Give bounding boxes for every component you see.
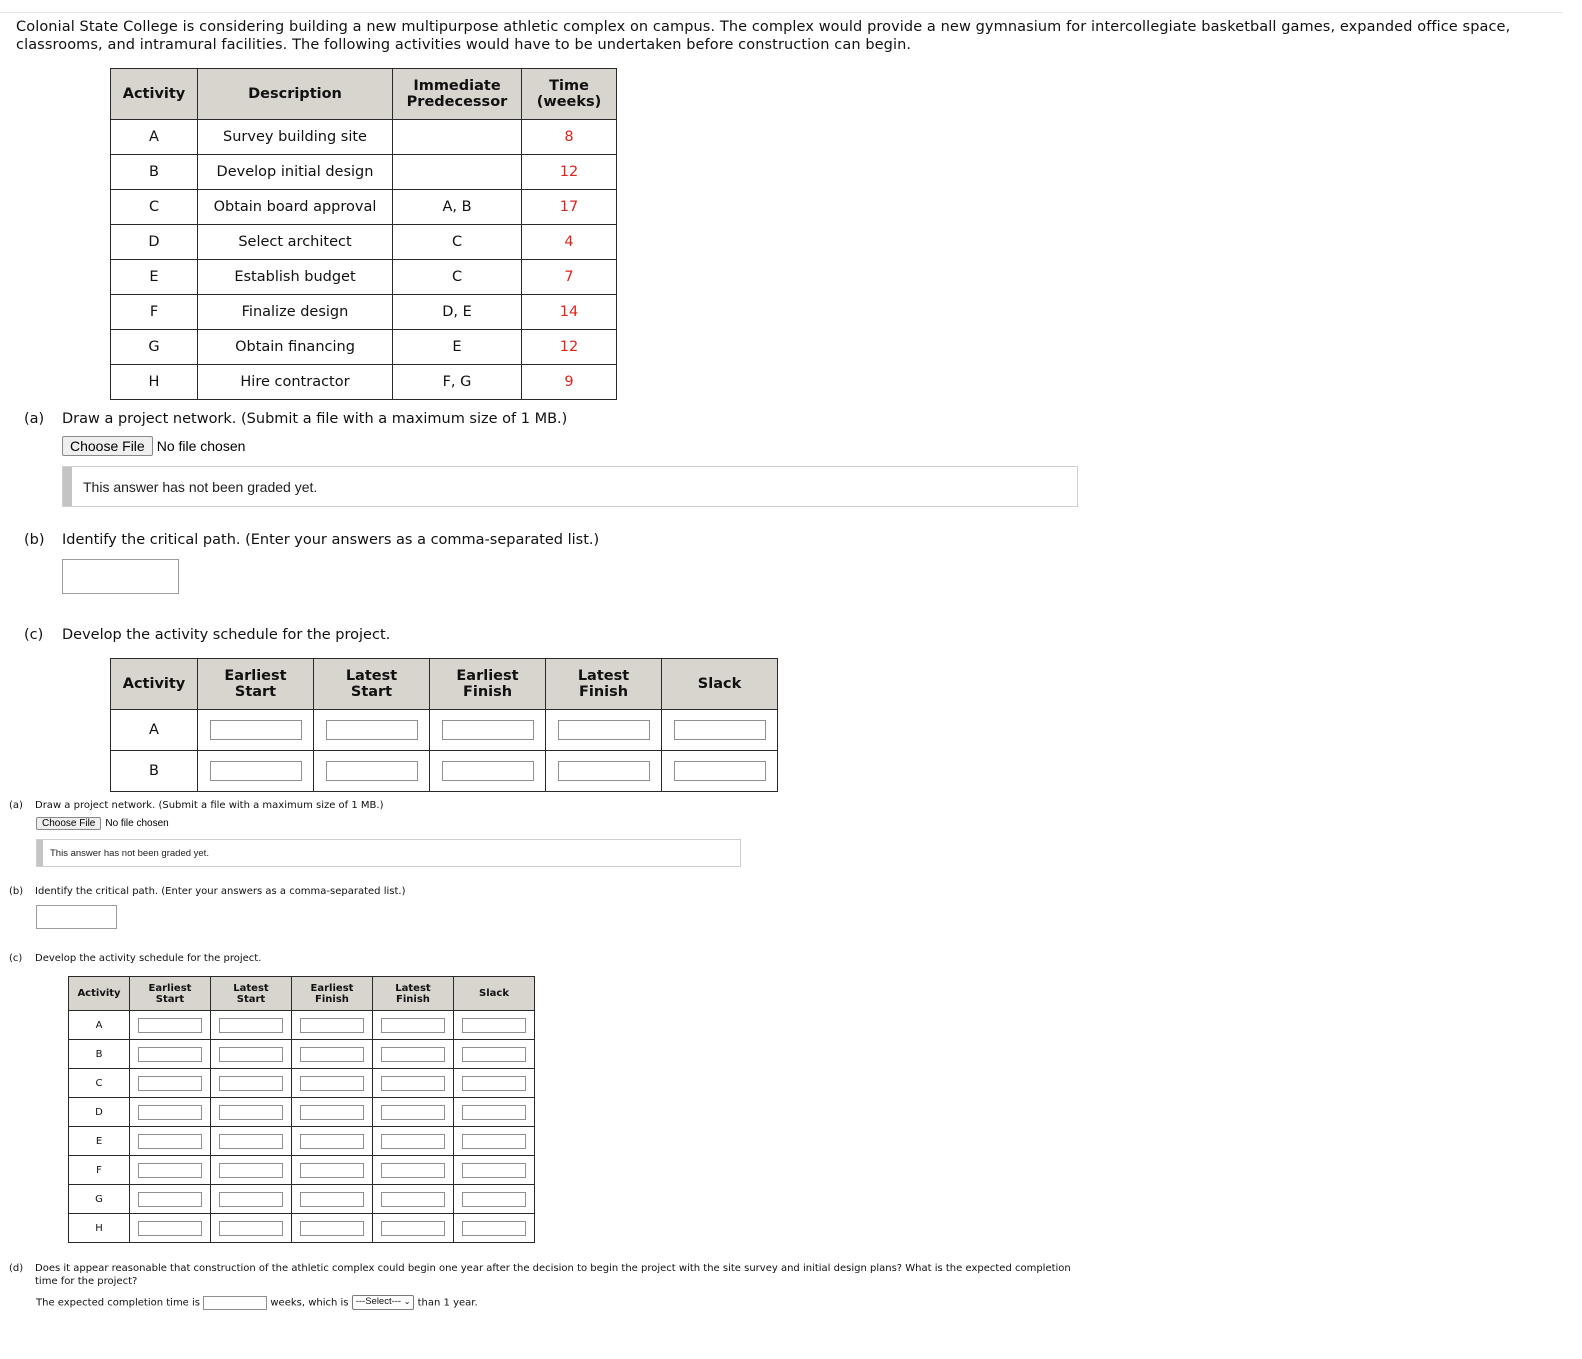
header-slack: Slack (662, 659, 778, 710)
part-c-text-small: Develop the activity schedule for the project. (35, 953, 262, 964)
schedule-cell-earliest-start (130, 1127, 211, 1156)
activity-cell: B (111, 155, 198, 190)
latest-finish-input[interactable] (381, 1047, 445, 1062)
schedule-cell-latest-start (211, 1011, 292, 1040)
slack-input[interactable] (462, 1163, 526, 1178)
schedule-row (69, 1185, 535, 1214)
latest-finish-input[interactable] (381, 1076, 445, 1091)
latest-start-input[interactable] (219, 1221, 283, 1236)
earliest-finish-input[interactable] (300, 1192, 364, 1207)
problem-intro: Colonial State College is considering building a new multipurpose athletic complex on campus. The complex would provide a new gymnasium for intercollegiate basketball games, expanded office space, classrooms, and intramural facilities. The following activities would have to be undertaken before construction can begin. (16, 19, 1511, 53)
part-a-file-picker-small (36, 817, 169, 830)
earliest-start-input[interactable] (138, 1047, 202, 1062)
latest-finish-input[interactable] (381, 1134, 445, 1149)
schedule-cell-slack (454, 1040, 535, 1069)
earliest-start-input[interactable] (138, 1163, 202, 1178)
description-cell: Finalize design (198, 295, 393, 330)
description-cell: Hire contractor (198, 365, 393, 400)
latest-finish-input[interactable] (381, 1192, 445, 1207)
slack-input[interactable] (462, 1105, 526, 1120)
earliest-finish-input[interactable] (300, 1018, 364, 1033)
no-file-text: No file chosen (156, 438, 246, 454)
schedule-cell-latest-finish (373, 1011, 454, 1040)
graded-notice-bar (63, 467, 72, 506)
time-cell: 9 (522, 365, 617, 400)
slack-input[interactable] (462, 1076, 526, 1091)
choose-file-button[interactable]: Choose File (62, 436, 153, 456)
schedule-cell-earliest-start (198, 751, 314, 792)
part-a-text: Draw a project network. (Submit a file with a maximum size of 1 MB.) (62, 411, 568, 427)
schedule-cell-earliest-finish (292, 1098, 373, 1127)
comparison-select-value: ---Select--- (355, 1296, 402, 1307)
completion-time-input[interactable] (203, 1296, 267, 1310)
part-c-question (24, 627, 390, 643)
activity-row (111, 225, 617, 260)
schedule-cell-earliest-start (130, 1214, 211, 1243)
activities-table (110, 68, 617, 400)
time-cell: 8 (522, 120, 617, 155)
predecessor-cell: A, B (393, 190, 522, 225)
earliest-finish-input[interactable] (300, 1134, 364, 1149)
latest-start-input[interactable] (219, 1105, 283, 1120)
schedule-cell-slack (454, 1069, 535, 1098)
schedule-activity-cell: G (69, 1185, 130, 1214)
schedule-cell-slack (662, 710, 778, 751)
schedule-cell-slack (454, 1156, 535, 1185)
schedule-cell-earliest-finish (292, 1156, 373, 1185)
schedule-cell-earliest-finish (292, 1127, 373, 1156)
schedule-cell-slack (454, 1011, 535, 1040)
graded-notice-small (36, 839, 741, 867)
predecessor-cell: C (393, 260, 522, 295)
part-b-question (24, 532, 599, 548)
critical-path-input-small[interactable] (36, 905, 117, 929)
latest-finish-input[interactable] (558, 720, 650, 740)
latest-start-input[interactable] (326, 720, 418, 740)
schedule-cell-earliest-finish (292, 1185, 373, 1214)
top-divider (0, 12, 1562, 13)
schedule-cell-slack (454, 1214, 535, 1243)
latest-finish-input[interactable] (381, 1163, 445, 1178)
header-earliest-start: Earliest Start (130, 977, 211, 1011)
part-d-label: (d) (9, 1263, 24, 1274)
header-latest-finish: Latest Finish (373, 977, 454, 1011)
part-a-label: (a) (24, 411, 45, 427)
schedule-cell-earliest-start (130, 1069, 211, 1098)
description-cell: Develop initial design (198, 155, 393, 190)
time-cell: 14 (522, 295, 617, 330)
slack-input[interactable] (462, 1047, 526, 1062)
schedule-header-row (111, 659, 778, 710)
schedule-cell-latest-start (314, 710, 430, 751)
header-immediate-predecessor: Immediate Predecessor (393, 69, 522, 120)
schedule-activity-cell: H (69, 1214, 130, 1243)
schedule-cell-latest-start (211, 1214, 292, 1243)
part-b-label-small: (b) (9, 886, 24, 897)
predecessor-cell: C (393, 225, 522, 260)
schedule-cell-latest-finish (373, 1069, 454, 1098)
earliest-finish-input[interactable] (300, 1076, 364, 1091)
graded-notice-text-small: This answer has not been graded yet. (50, 848, 209, 859)
part-d-sentence-middle: weeks, which is (270, 1297, 349, 1309)
activity-row (111, 120, 617, 155)
graded-notice (62, 466, 1078, 507)
schedule-row (69, 1156, 535, 1185)
schedule-cell-earliest-start (130, 1011, 211, 1040)
latest-start-input[interactable] (219, 1192, 283, 1207)
time-cell: 12 (522, 330, 617, 365)
schedule-cell-slack (454, 1127, 535, 1156)
earliest-start-input[interactable] (138, 1105, 202, 1120)
part-b-label: (b) (24, 532, 45, 548)
schedule-activity-cell: A (69, 1011, 130, 1040)
schedule-table-partial (110, 658, 778, 792)
part-a-text-small: Draw a project network. (Submit a file with a maximum size of 1 MB.) (35, 800, 384, 811)
latest-start-input[interactable] (219, 1076, 283, 1091)
header-latest-start: Latest Start (314, 659, 430, 710)
graded-notice-text: This answer has not been graded yet. (83, 479, 318, 495)
activity-cell: H (111, 365, 198, 400)
schedule-cell-latest-start (211, 1069, 292, 1098)
time-cell: 12 (522, 155, 617, 190)
schedule-cell-latest-finish (373, 1156, 454, 1185)
earliest-finish-input[interactable] (442, 720, 534, 740)
schedule-cell-slack (454, 1098, 535, 1127)
choose-file-button-small[interactable]: Choose File (36, 817, 101, 830)
schedule-cell-latest-start (211, 1185, 292, 1214)
schedule-activity-cell: A (111, 710, 198, 751)
latest-start-input[interactable] (326, 761, 418, 781)
critical-path-input[interactable] (62, 559, 179, 594)
schedule-row (69, 1040, 535, 1069)
activity-row (111, 190, 617, 225)
schedule-cell-latest-finish (373, 1185, 454, 1214)
activity-row (111, 295, 617, 330)
schedule-cell-latest-start (211, 1127, 292, 1156)
schedule-cell-slack (454, 1185, 535, 1214)
schedule-cell-slack (662, 751, 778, 792)
part-a-file-picker (62, 436, 245, 456)
header-activity: Activity (69, 977, 130, 1011)
comparison-select[interactable] (352, 1295, 415, 1310)
description-cell: Select architect (198, 225, 393, 260)
schedule-cell-earliest-finish (292, 1069, 373, 1098)
header-slack: Slack (454, 977, 535, 1011)
header-description: Description (198, 69, 393, 120)
header-latest-finish: Latest Finish (546, 659, 662, 710)
header-activity: Activity (111, 659, 198, 710)
earliest-start-input[interactable] (138, 1134, 202, 1149)
predecessor-cell: F, G (393, 365, 522, 400)
schedule-cell-latest-finish (373, 1098, 454, 1127)
latest-start-input[interactable] (219, 1134, 283, 1149)
slack-input[interactable] (674, 720, 766, 740)
schedule-row (69, 1127, 535, 1156)
activity-cell: C (111, 190, 198, 225)
schedule-cell-earliest-start (130, 1156, 211, 1185)
schedule-activity-cell: C (69, 1069, 130, 1098)
part-a-label-small: (a) (9, 800, 23, 811)
schedule-cell-earliest-start (130, 1185, 211, 1214)
earliest-finish-input[interactable] (300, 1105, 364, 1120)
schedule-cell-earliest-start (130, 1040, 211, 1069)
schedule-cell-latest-finish (373, 1040, 454, 1069)
earliest-start-input[interactable] (138, 1192, 202, 1207)
schedule-cell-latest-start (211, 1098, 292, 1127)
schedule-cell-earliest-finish (292, 1040, 373, 1069)
schedule-cell-earliest-start (198, 710, 314, 751)
predecessor-cell: D, E (393, 295, 522, 330)
part-c-label-small: (c) (9, 953, 23, 964)
schedule-cell-latest-finish (546, 710, 662, 751)
earliest-finish-input[interactable] (442, 761, 534, 781)
schedule-activity-cell: B (69, 1040, 130, 1069)
earliest-start-input[interactable] (210, 720, 302, 740)
latest-finish-input[interactable] (381, 1221, 445, 1236)
latest-finish-input[interactable] (381, 1018, 445, 1033)
schedule-cell-latest-finish (373, 1127, 454, 1156)
part-d-question (9, 1262, 1089, 1288)
header-time: Time (weeks) (522, 69, 617, 120)
time-cell: 4 (522, 225, 617, 260)
schedule-cell-latest-finish (546, 751, 662, 792)
part-d-sentence-after: than 1 year. (417, 1297, 478, 1309)
earliest-start-input[interactable] (138, 1018, 202, 1033)
slack-input[interactable] (462, 1192, 526, 1207)
header-earliest-finish: Earliest Finish (430, 659, 546, 710)
part-b-text: Identify the critical path. (Enter your answers as a comma-separated list.) (62, 532, 600, 548)
schedule-activity-cell: E (69, 1127, 130, 1156)
latest-finish-input[interactable] (558, 761, 650, 781)
earliest-finish-input[interactable] (300, 1163, 364, 1178)
schedule-cell-latest-finish (373, 1214, 454, 1243)
latest-start-input[interactable] (219, 1047, 283, 1062)
part-d-answer-line (36, 1295, 478, 1310)
schedule-row (111, 751, 778, 792)
schedule-row (69, 1011, 535, 1040)
description-cell: Obtain financing (198, 330, 393, 365)
predecessor-cell (393, 155, 522, 190)
schedule-table-full (68, 976, 535, 1243)
header-activity: Activity (111, 69, 198, 120)
schedule-cell-latest-start (211, 1040, 292, 1069)
activity-row (111, 260, 617, 295)
activity-cell: A (111, 120, 198, 155)
activities-header-row (111, 69, 617, 120)
activity-cell: G (111, 330, 198, 365)
schedule-activity-cell: F (69, 1156, 130, 1185)
part-d-text: Does it appear reasonable that construction of the athletic complex could begin one year after the decision to begin the project with the site survey and initial design plans? What is the expected completion time for the project? (35, 1263, 1071, 1287)
schedule-row (69, 1214, 535, 1243)
schedule-activity-cell: D (69, 1098, 130, 1127)
slack-input[interactable] (462, 1018, 526, 1033)
activity-cell: D (111, 225, 198, 260)
earliest-finish-input[interactable] (300, 1221, 364, 1236)
activity-row (111, 155, 617, 190)
part-b-question-small (9, 886, 405, 897)
predecessor-cell (393, 120, 522, 155)
slack-input[interactable] (674, 761, 766, 781)
schedule-cell-latest-start (314, 751, 430, 792)
schedule-header-row-small (69, 977, 535, 1011)
schedule-cell-earliest-finish (292, 1011, 373, 1040)
earliest-start-input[interactable] (138, 1076, 202, 1091)
schedule-cell-earliest-finish (430, 710, 546, 751)
part-b-text-small: Identify the critical path. (Enter your answers as a comma-separated list.) (35, 886, 406, 897)
slack-input[interactable] (462, 1134, 526, 1149)
schedule-cell-earliest-finish (430, 751, 546, 792)
activity-cell: E (111, 260, 198, 295)
graded-notice-bar-small (37, 840, 43, 866)
part-a-question (24, 411, 567, 427)
part-c-question-small (9, 953, 261, 964)
latest-start-input[interactable] (219, 1163, 283, 1178)
earliest-start-input[interactable] (138, 1221, 202, 1236)
schedule-row (69, 1069, 535, 1098)
time-cell: 17 (522, 190, 617, 225)
description-cell: Establish budget (198, 260, 393, 295)
header-latest-start: Latest Start (211, 977, 292, 1011)
no-file-text-small: No file chosen (105, 818, 169, 829)
header-earliest-finish: Earliest Finish (292, 977, 373, 1011)
description-cell: Obtain board approval (198, 190, 393, 225)
description-cell: Survey building site (198, 120, 393, 155)
chevron-down-icon: ⌄ (403, 1297, 411, 1306)
schedule-activity-cell: B (111, 751, 198, 792)
schedule-cell-latest-start (211, 1156, 292, 1185)
activity-cell: F (111, 295, 198, 330)
schedule-cell-earliest-start (130, 1098, 211, 1127)
latest-start-input[interactable] (219, 1018, 283, 1033)
activity-row (111, 330, 617, 365)
latest-finish-input[interactable] (381, 1105, 445, 1120)
predecessor-cell: E (393, 330, 522, 365)
part-a-question-small (9, 800, 384, 811)
part-c-text: Develop the activity schedule for the project. (62, 627, 391, 643)
time-cell: 7 (522, 260, 617, 295)
part-d-sentence-before: The expected completion time is (36, 1297, 200, 1309)
earliest-finish-input[interactable] (300, 1047, 364, 1062)
header-earliest-start: Earliest Start (198, 659, 314, 710)
slack-input[interactable] (462, 1221, 526, 1236)
schedule-row (69, 1098, 535, 1127)
activity-row (111, 365, 617, 400)
part-c-label: (c) (24, 627, 44, 643)
schedule-row (111, 710, 778, 751)
earliest-start-input[interactable] (210, 761, 302, 781)
schedule-cell-earliest-finish (292, 1214, 373, 1243)
